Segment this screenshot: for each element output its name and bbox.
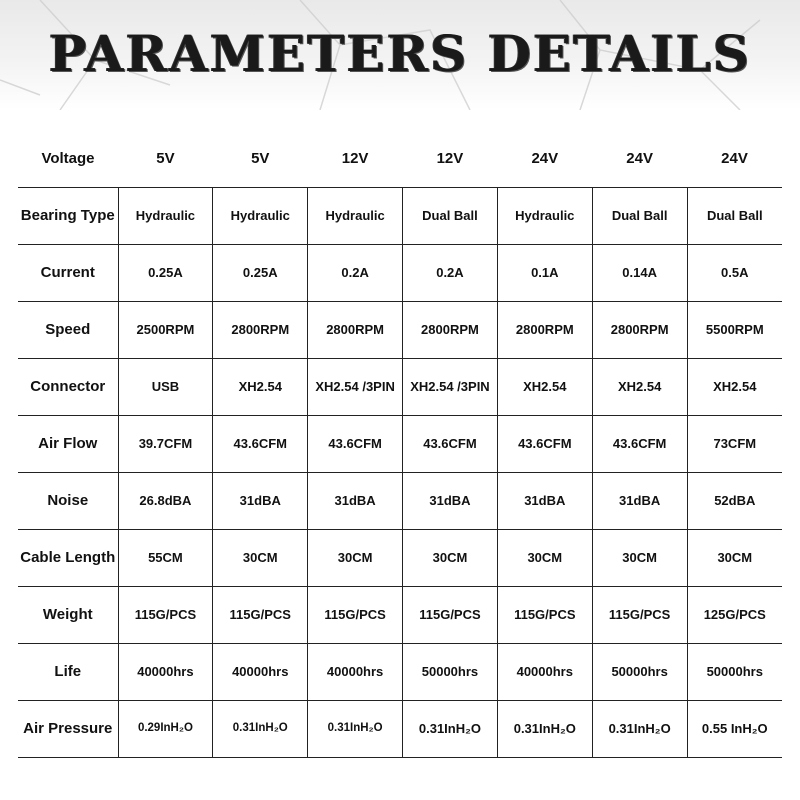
speed-value: 2800RPM [592, 301, 687, 358]
connector-value: XH2.54 [213, 358, 308, 415]
air-pressure-value: 0.55 InH₂O [687, 700, 782, 757]
life-value: 40000hrs [308, 643, 403, 700]
weight-value: 115G/PCS [118, 586, 213, 643]
weight-value: 115G/PCS [308, 586, 403, 643]
row-label-connector: Connector [18, 358, 118, 415]
cable-length-value: 30CM [308, 529, 403, 586]
row-label-air-flow: Air Flow [18, 415, 118, 472]
speed-value: 2800RPM [213, 301, 308, 358]
air-flow-value: 43.6CFM [497, 415, 592, 472]
weight-value: 115G/PCS [592, 586, 687, 643]
voltage-value: 5V [213, 130, 308, 187]
noise-value: 31dBA [308, 472, 403, 529]
current-value: 0.5A [687, 244, 782, 301]
air-pressure-value: 0.31InH₂O [308, 700, 403, 757]
connector-value: XH2.54 [592, 358, 687, 415]
noise-value: 52dBA [687, 472, 782, 529]
bearing-type-value: Hydraulic [118, 187, 213, 244]
life-value: 40000hrs [213, 643, 308, 700]
row-label-noise: Noise [18, 472, 118, 529]
cable-length-value: 55CM [118, 529, 213, 586]
current-value: 0.2A [403, 244, 498, 301]
noise-value: 26.8dBA [118, 472, 213, 529]
header-banner [0, 0, 800, 110]
air-flow-value: 43.6CFM [403, 415, 498, 472]
row-label-bearing-type: Bearing Type [18, 187, 118, 244]
noise-value: 31dBA [213, 472, 308, 529]
speed-row [18, 301, 782, 358]
voltage-row [18, 130, 782, 187]
air-pressure-value: 0.31InH₂O [592, 700, 687, 757]
life-value: 40000hrs [497, 643, 592, 700]
speed-value: 2800RPM [497, 301, 592, 358]
speed-value: 2500RPM [118, 301, 213, 358]
speed-value: 5500RPM [687, 301, 782, 358]
row-label-speed: Speed [18, 301, 118, 358]
connector-value: USB [118, 358, 213, 415]
life-value: 50000hrs [592, 643, 687, 700]
current-value: 0.25A [213, 244, 308, 301]
page-title: PARAMETERS DETAILS [48, 24, 752, 83]
air-pressure-value: 0.31InH₂O [403, 700, 498, 757]
cable-length-row [18, 529, 782, 586]
connector-value: XH2.54 [497, 358, 592, 415]
voltage-value: 12V [308, 130, 403, 187]
air-flow-value: 43.6CFM [592, 415, 687, 472]
noise-value: 31dBA [592, 472, 687, 529]
voltage-value: 24V [497, 130, 592, 187]
cable-length-value: 30CM [687, 529, 782, 586]
row-label-current: Current [18, 244, 118, 301]
noise-value: 31dBA [403, 472, 498, 529]
air-pressure-row [18, 700, 782, 757]
connector-value: XH2.54 [687, 358, 782, 415]
bearing-type-value: Hydraulic [213, 187, 308, 244]
weight-value: 115G/PCS [403, 586, 498, 643]
weight-value: 125G/PCS [687, 586, 782, 643]
current-value: 0.14A [592, 244, 687, 301]
row-label-voltage: Voltage [18, 130, 118, 187]
air-flow-value: 73CFM [687, 415, 782, 472]
current-value: 0.1A [497, 244, 592, 301]
air-pressure-value: 0.29InH₂O [118, 700, 213, 757]
weight-row [18, 586, 782, 643]
row-label-air-pressure: Air Pressure [18, 700, 118, 757]
current-row [18, 244, 782, 301]
weight-value: 115G/PCS [213, 586, 308, 643]
air-pressure-value: 0.31InH₂O [213, 700, 308, 757]
noise-row [18, 472, 782, 529]
bearing-type-row [18, 187, 782, 244]
speed-value: 2800RPM [308, 301, 403, 358]
cable-length-value: 30CM [403, 529, 498, 586]
row-label-weight: Weight [18, 586, 118, 643]
voltage-value: 24V [592, 130, 687, 187]
air-flow-value: 39.7CFM [118, 415, 213, 472]
connector-value: XH2.54 /3PIN [308, 358, 403, 415]
voltage-value: 24V [687, 130, 782, 187]
air-flow-row [18, 415, 782, 472]
connector-value: XH2.54 /3PIN [403, 358, 498, 415]
row-label-life: Life [18, 643, 118, 700]
speed-value: 2800RPM [403, 301, 498, 358]
bearing-type-value: Dual Ball [403, 187, 498, 244]
air-flow-value: 43.6CFM [213, 415, 308, 472]
voltage-value: 12V [403, 130, 498, 187]
voltage-value: 5V [118, 130, 213, 187]
cable-length-value: 30CM [213, 529, 308, 586]
current-value: 0.2A [308, 244, 403, 301]
cable-length-value: 30CM [497, 529, 592, 586]
life-value: 40000hrs [118, 643, 213, 700]
bearing-type-value: Dual Ball [592, 187, 687, 244]
row-label-cable-length: Cable Length [18, 529, 118, 586]
air-pressure-value: 0.31InH₂O [497, 700, 592, 757]
current-value: 0.25A [118, 244, 213, 301]
life-row [18, 643, 782, 700]
weight-value: 115G/PCS [497, 586, 592, 643]
cable-length-value: 30CM [592, 529, 687, 586]
life-value: 50000hrs [403, 643, 498, 700]
connector-row [18, 358, 782, 415]
bearing-type-value: Hydraulic [308, 187, 403, 244]
bearing-type-value: Hydraulic [497, 187, 592, 244]
noise-value: 31dBA [497, 472, 592, 529]
life-value: 50000hrs [687, 643, 782, 700]
parameters-table [18, 130, 782, 758]
bearing-type-value: Dual Ball [687, 187, 782, 244]
air-flow-value: 43.6CFM [308, 415, 403, 472]
